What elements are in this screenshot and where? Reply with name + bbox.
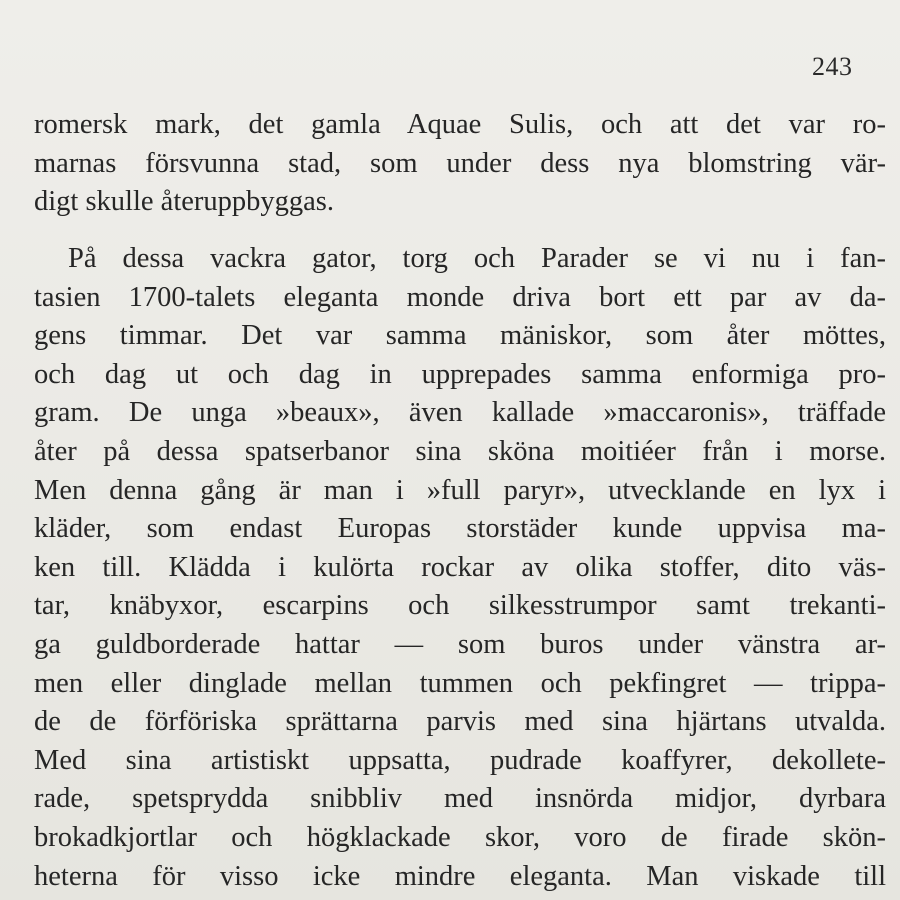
text-line: Men denna gång är man i »full paryr», utvecklande en lyx i xyxy=(34,474,886,506)
text-line: tar, knäbyxor, escarpins och silkesstrumpor samt trekanti- xyxy=(34,590,886,622)
text-line: kläder, som endast Europas storstäder kunde uppvisa ma- xyxy=(34,513,886,545)
text-line: brokadkjortlar och högklackade skor, voro de firade skön- xyxy=(34,821,886,853)
text-line: På dessa vackra gator, torg och Parader se vi nu i fan- xyxy=(68,243,886,274)
paragraph-2 xyxy=(34,240,886,896)
text-line: och dag ut och dag in upprepades samma enformiga pro- xyxy=(34,358,886,390)
text-line: tasien 1700-talets eleganta monde driva bort ett par av da- xyxy=(34,281,886,313)
text-line: heterna för visso icke mindre eleganta. Man viskade till xyxy=(34,860,886,892)
text-line: romersk mark, det gamla Aquae Sulis, och att det var ro- xyxy=(34,109,886,140)
text-line: gram. De unga »beaux», även kallade »maccaronis», träffade xyxy=(34,397,886,429)
page-number: 243 xyxy=(812,52,853,81)
text-line: ga guldborderade hattar — som buros under vänstra ar- xyxy=(34,628,886,660)
text-line: Med sina artistiskt uppsatta, pudrade koaffyrer, dekollete- xyxy=(34,744,886,776)
text-line: rade, spetsprydda snibbliv med insnörda midjor, dyrbara xyxy=(34,783,886,815)
text-line: ken till. Klädda i kulörta rockar av olika stoffer, dito väs- xyxy=(34,551,886,583)
text-line: åter på dessa spatserbanor sina sköna moitiéer från i morse. xyxy=(34,435,886,467)
text-line: de de förföriska sprättarna parvis med sina hjärtans utvalda. xyxy=(34,706,886,738)
text-line: gens timmar. Det var samma mäniskor, som åter möttes, xyxy=(34,320,886,352)
text-line: men eller dinglade mellan tummen och pekfingret — trippa- xyxy=(34,667,886,699)
text-line: digt skulle återuppbyggas. xyxy=(34,186,334,218)
text-line: marnas försvunna stad, som under dess nya blomstring vär- xyxy=(34,147,886,179)
paragraph-1 xyxy=(34,106,886,222)
